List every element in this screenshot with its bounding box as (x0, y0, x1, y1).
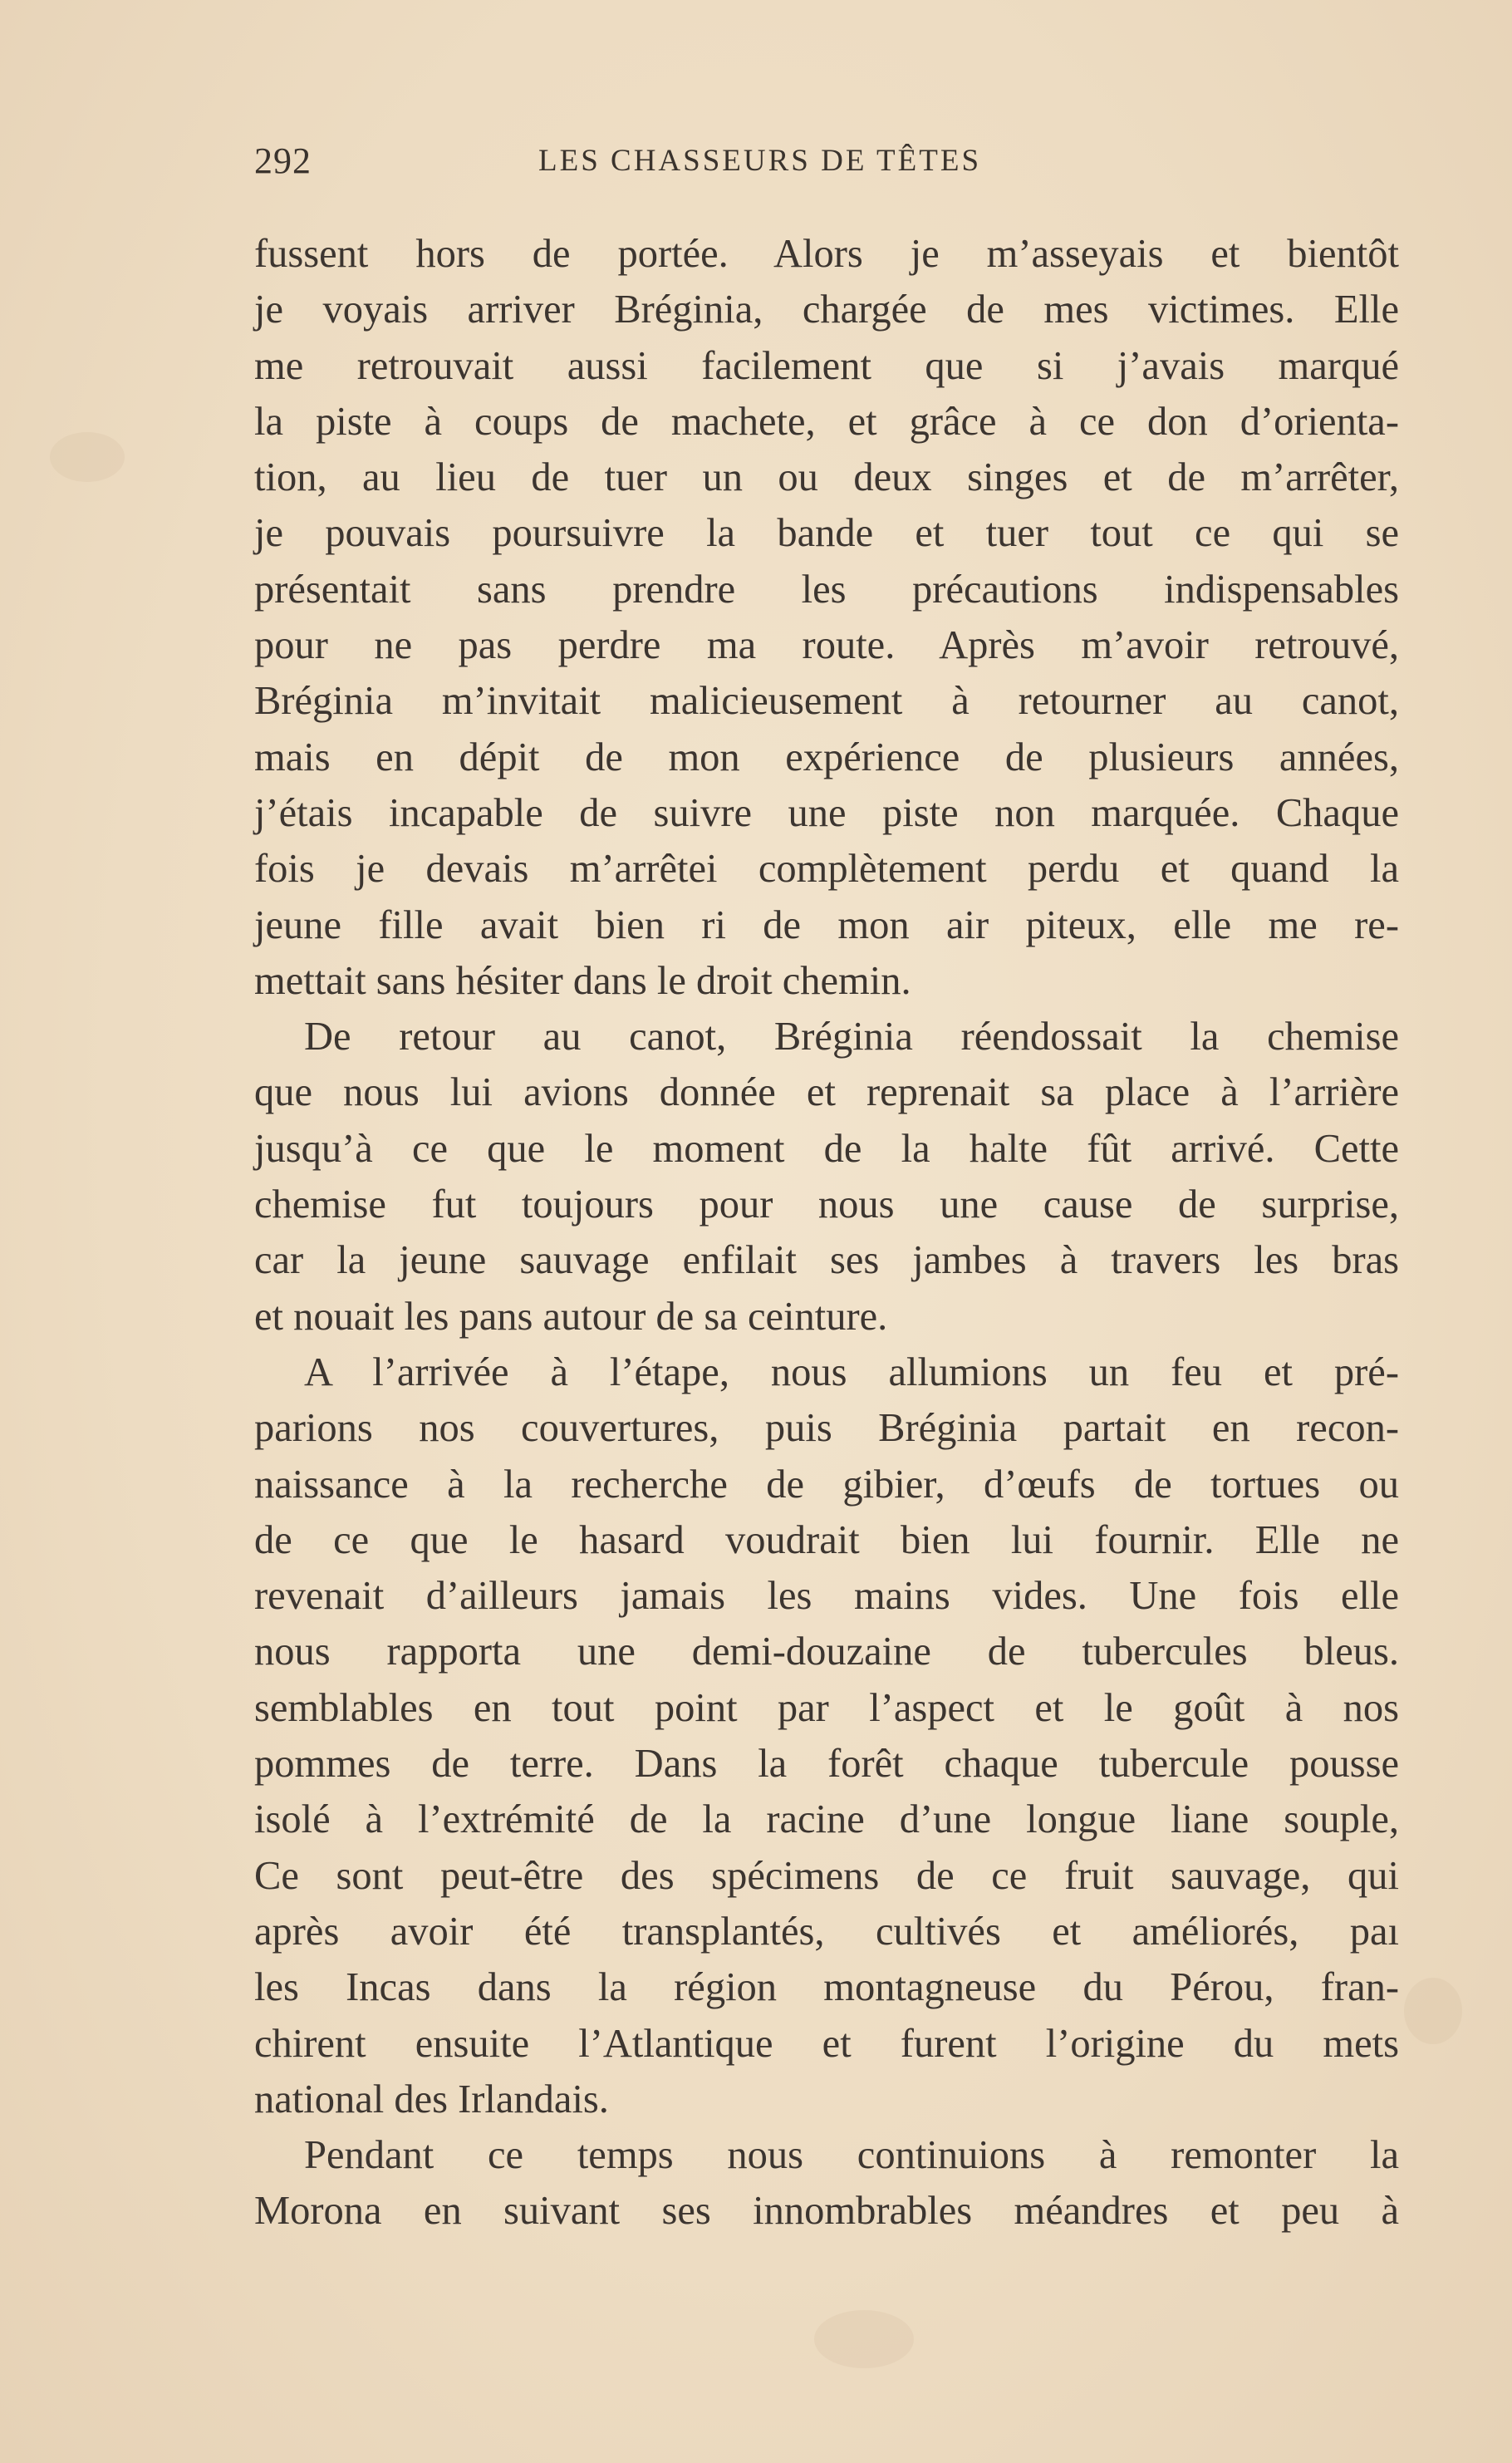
text-line: Morona en suivant ses innombrables méandres et peu à (254, 2189, 1399, 2234)
text-line: Pendant ce temps nous continuions à remonter la (304, 2133, 1399, 2178)
text-line: je voyais arriver Bréginia, chargée de mes victimes. Elle (254, 288, 1399, 332)
text-line: et nouait les pans autour de sa ceinture. (254, 1294, 888, 1339)
text-line: chemise fut toujours pour nous une cause de surprise, (254, 1182, 1399, 1227)
text-line: mettait sans hésiter dans le droit chemin. (254, 958, 911, 1003)
paper-stain (1404, 1978, 1462, 2044)
text-line: A l’arrivée à l’étape, nous allumions un feu et pré- (304, 1349, 1399, 1394)
text-line: la piste à coups de machete, et grâce à ce don d’orienta- (254, 399, 1399, 444)
text-line: mais en dépit de mon expérience de plusieurs années, (254, 735, 1399, 779)
text-line: isolé à l’extrémité de la racine d’une longue liane souple, (254, 1797, 1399, 1842)
text-line: Ce sont peut-être des spécimens de ce fruit sauvage, qui (254, 1853, 1399, 1898)
paragraph (254, 1009, 1399, 1345)
text-line: pommes de terre. Dans la forêt chaque tubercule pousse (254, 1742, 1399, 1787)
paper-stain (50, 432, 125, 482)
text-line: semblables en tout point par l’aspect et le goût à nos (254, 1685, 1399, 1730)
text-line: pour ne pas perdre ma route. Après m’avoir retrouvé, (254, 623, 1399, 668)
text-line: les Incas dans la région montagneuse du Pérou, fran- (254, 1965, 1399, 2010)
paper-stain (814, 2310, 914, 2368)
text-line: après avoir été transplantés, cultivés et améliorés, paı (254, 1909, 1399, 1954)
text-line: tion, au lieu de tuer un ou deux singes et de m’arrêter, (254, 455, 1399, 500)
text-line: fussent hors de portée. Alors je m’asseyais et bientôt (254, 232, 1399, 276)
text-line: parions nos couvertures, puis Bréginia partait en recon- (254, 1406, 1399, 1451)
text-line: revenait d’ailleurs jamais les mains vides. Une fois elle (254, 1574, 1399, 1619)
paragraph (254, 1345, 1399, 2127)
text-line: j’étais incapable de suivre une piste non marquée. Chaque (254, 790, 1399, 835)
page-number: 292 (254, 140, 312, 181)
body-text (254, 226, 1399, 2239)
running-header (254, 140, 1102, 198)
text-line: De retour au canot, Bréginia réendossait la chemise (304, 1015, 1399, 1059)
text-line: nous rapporta une demi-douzaine de tubercules bleus. (254, 1630, 1399, 1674)
running-title: LES CHASSEURS DE TÊTES (538, 144, 982, 178)
text-line: jeune fille avait bien ri de mon air piteux, elle me re- (254, 902, 1399, 947)
paragraph (254, 226, 1399, 1009)
text-line: car la jeune sauvage enfilait ses jambes à travers les bras (254, 1238, 1399, 1283)
text-line: me retrouvait aussi facilement que si j’avais marqué (254, 343, 1399, 388)
text-line: jusqu’à ce que le moment de la halte fût arrivé. Cette (254, 1126, 1399, 1171)
text-line: chirent ensuite l’Atlantique et furent l’origine du mets (254, 2021, 1399, 2066)
text-line: national des Irlandais. (254, 2077, 609, 2121)
text-line: je pouvais poursuivre la bande et tuer tout ce qui se (254, 511, 1399, 556)
paragraph (254, 2127, 1399, 2239)
text-line: Bréginia m’invitait malicieusement à retourner au canot, (254, 679, 1399, 724)
text-line: présentait sans prendre les précautions indispensables (254, 567, 1399, 612)
text-line: que nous lui avions donnée et reprenait sa place à l’arrière (254, 1070, 1399, 1115)
text-line: naissance à la recherche de gibier, d’œufs de tortues ou (254, 1462, 1399, 1507)
text-line: de ce que le hasard voudrait bien lui fournir. Elle ne (254, 1517, 1399, 1562)
text-line: fois je devais m’arrêtei complètement perdu et quand la (254, 847, 1399, 892)
